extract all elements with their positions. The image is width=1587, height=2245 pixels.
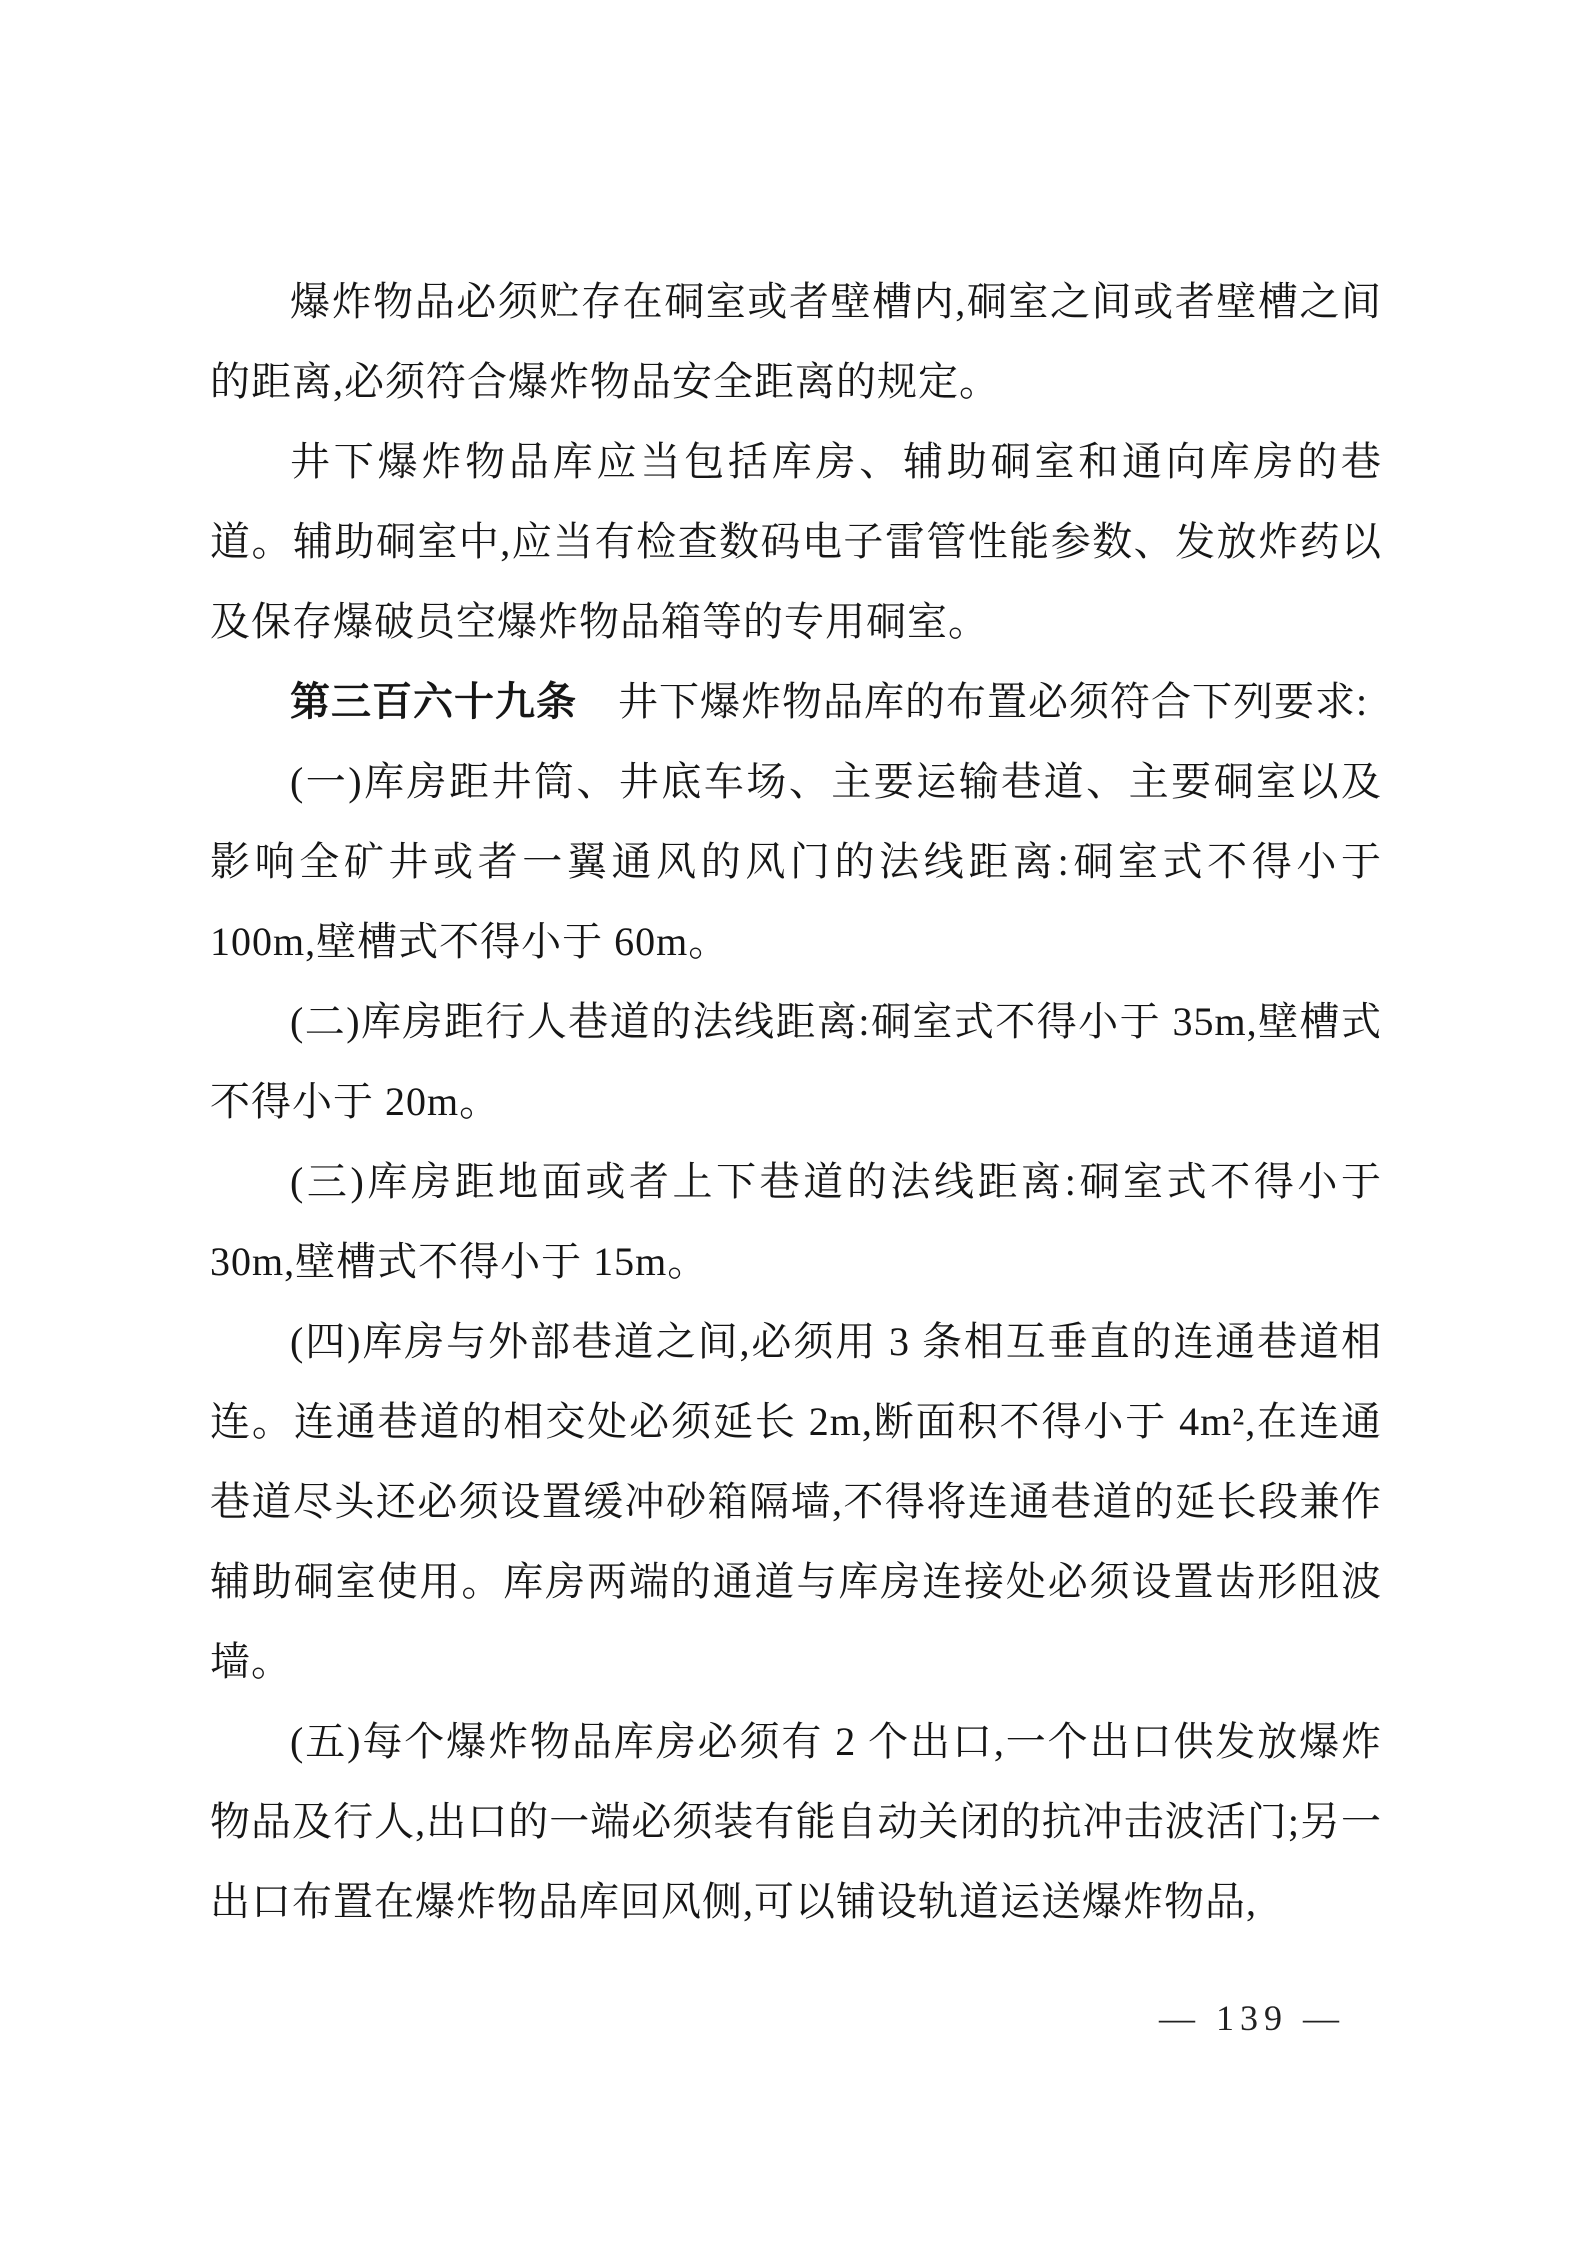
para-article-369 xyxy=(210,662,1382,742)
para-item-5: (五)每个爆炸物品库房必须有 2 个出口,一个出口供发放爆炸物品及行人,出口的一端必须装有能自动关闭的抗冲击波活门;另一出口布置在爆炸物品库回风侧,可以铺设轨道运送爆炸物品, xyxy=(210,1719,1382,1924)
document-body xyxy=(210,262,1382,1942)
para-item-2: (二)库房距行人巷道的法线距离:硐室式不得小于 35m,壁槽式不得小于 20m。 xyxy=(210,999,1382,1124)
page-number: — 139 — xyxy=(1159,1998,1345,2038)
para-item-1: (一)库房距井筒、井底车场、主要运输巷道、主要硐室以及影响全矿井或者一翼通风的风门的法线距离:硐室式不得小于 100m,壁槽式不得小于 60m。 xyxy=(210,759,1382,964)
para-item-4: (四)库房与外部巷道之间,必须用 3 条相互垂直的连通巷道相连。连通巷道的相交处必须延长 2m,断面积不得小于 4m²,在连通巷道尽头还必须设置缓冲砂箱隔墙,不得将连通巷道的延长段兼作辅助硐室使用。库房两端的通道与库房连接处必须设置齿形阻波墙。 xyxy=(210,1319,1382,1684)
article-369-intro: 井下爆炸物品库的布置必须符合下列要求: xyxy=(577,679,1369,724)
article-369-heading: 第三百六十九条 xyxy=(290,679,577,724)
para-magazine-composition: 井下爆炸物品库应当包括库房、辅助硐室和通向库房的巷道。辅助硐室中,应当有检查数码电子雷管性能参数、发放炸药以及保存爆破员空爆炸物品箱等的专用硐室。 xyxy=(210,439,1382,644)
para-item-3: (三)库房距地面或者上下巷道的法线距离:硐室式不得小于 30m,壁槽式不得小于 15m。 xyxy=(210,1159,1382,1284)
para-storage-requirement: 爆炸物品必须贮存在硐室或者壁槽内,硐室之间或者壁槽之间的距离,必须符合爆炸物品安全距离的规定。 xyxy=(210,279,1382,404)
